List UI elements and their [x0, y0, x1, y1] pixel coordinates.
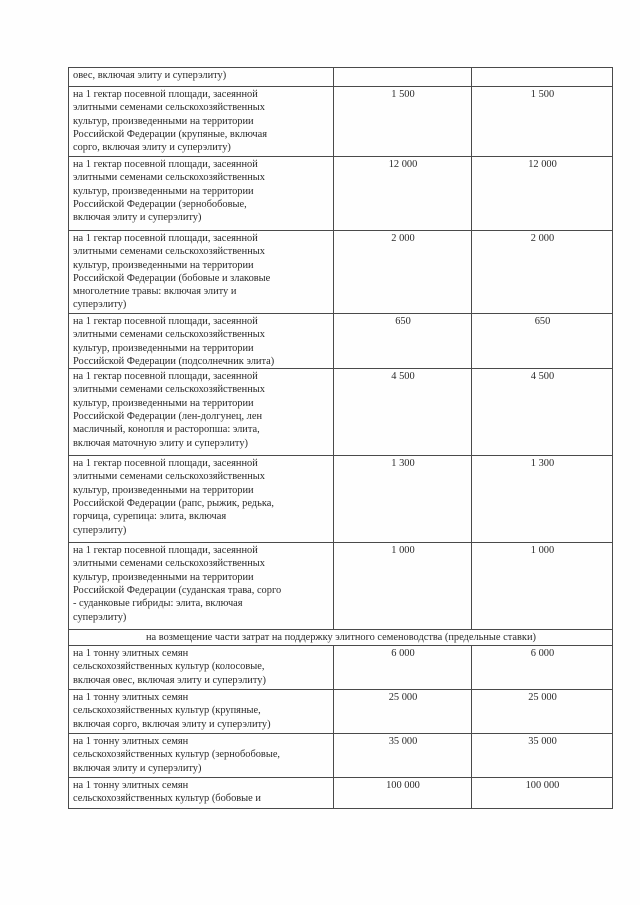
- value-cell-2: 35 000: [472, 734, 613, 778]
- value-cell-2: [472, 68, 613, 87]
- value-cell-1: 35 000: [334, 734, 472, 778]
- subsidy-rates-table: [68, 67, 613, 809]
- value-cell-2: 25 000: [472, 690, 613, 734]
- row-description: овес, включая элиту и суперэлиту): [69, 68, 334, 87]
- value-cell-1: 25 000: [334, 690, 472, 734]
- row-description: на 1 тонну элитных семян сельскохозяйственных культур (бобовые и: [69, 778, 334, 809]
- table-row: [69, 369, 613, 456]
- table-row: [69, 778, 613, 809]
- table-row: [69, 314, 613, 369]
- value-cell-1: 12 000: [334, 157, 472, 231]
- table-row: [69, 690, 613, 734]
- row-description: на 1 гектар посевной площади, засеянной элитными семенами сельскохозяйственных культур, произведенными на территории Российской Федерации (суданская трава, сорго - суданковые гибриды: элита, включая суперэлиту): [69, 543, 334, 630]
- section-header-row: [69, 630, 613, 646]
- value-cell-1: 1 500: [334, 87, 472, 157]
- value-cell-2: 6 000: [472, 646, 613, 690]
- value-cell-1: 2 000: [334, 231, 472, 314]
- table-row: [69, 734, 613, 778]
- value-cell-1: 100 000: [334, 778, 472, 809]
- value-cell-2: 650: [472, 314, 613, 369]
- table-row: [69, 231, 613, 314]
- table-row: [69, 456, 613, 543]
- row-description: на 1 тонну элитных семян сельскохозяйственных культур (зернобобовые, включая элиту и суперэлиту): [69, 734, 334, 778]
- table-row: [69, 646, 613, 690]
- value-cell-2: 1 500: [472, 87, 613, 157]
- value-cell-1: 4 500: [334, 369, 472, 456]
- value-cell-2: 12 000: [472, 157, 613, 231]
- value-cell-1: 6 000: [334, 646, 472, 690]
- row-description: на 1 гектар посевной площади, засеянной элитными семенами сельскохозяйственных культур, произведенными на территории Российской Федерации (зернобобовые, включая элиту и суперэлиту): [69, 157, 334, 231]
- value-cell-1: 650: [334, 314, 472, 369]
- row-description: на 1 гектар посевной площади, засеянной элитными семенами сельскохозяйственных культур, произведенными на территории Российской Федерации (бобовые и злаковые многолетние травы: включая элиту и суперэлиту): [69, 231, 334, 314]
- value-cell-2: 4 500: [472, 369, 613, 456]
- value-cell-2: 1 000: [472, 543, 613, 630]
- row-description: на 1 гектар посевной площади, засеянной элитными семенами сельскохозяйственных культур, произведенными на территории Российской Федерации (подсолнечник элита): [69, 314, 334, 369]
- value-cell-2: 100 000: [472, 778, 613, 809]
- value-cell-1: [334, 68, 472, 87]
- row-description: на 1 гектар посевной площади, засеянной элитными семенами сельскохозяйственных культур, произведенными на территории Российской Федерации (рапс, рыжик, редька, горчица, сурепица: элита, включая суперэлиту): [69, 456, 334, 543]
- table-row: [69, 543, 613, 630]
- table-row: [69, 68, 613, 87]
- section-header: на возмещение части затрат на поддержку элитного семеноводства (предельные ставки): [69, 630, 613, 646]
- row-description: на 1 гектар посевной площади, засеянной элитными семенами сельскохозяйственных культур, произведенными на территории Российской Федерации (лен-долгунец, лен масличный, конопля и расторопша: элита, включая маточную элиту и суперэлиту): [69, 369, 334, 456]
- value-cell-1: 1 300: [334, 456, 472, 543]
- row-description: на 1 тонну элитных семян сельскохозяйственных культур (крупяные, включая сорго, включая элиту и суперэлиту): [69, 690, 334, 734]
- value-cell-2: 2 000: [472, 231, 613, 314]
- row-description: на 1 гектар посевной площади, засеянной элитными семенами сельскохозяйственных культур, произведенными на территории Российской Федерации (крупяные, включая сорго, включая элиту и суперэлиту): [69, 87, 334, 157]
- value-cell-2: 1 300: [472, 456, 613, 543]
- value-cell-1: 1 000: [334, 543, 472, 630]
- row-description: на 1 тонну элитных семян сельскохозяйственных культур (колосовые, включая овес, включая элиту и суперэлиту): [69, 646, 334, 690]
- table-row: [69, 157, 613, 231]
- table-row: [69, 87, 613, 157]
